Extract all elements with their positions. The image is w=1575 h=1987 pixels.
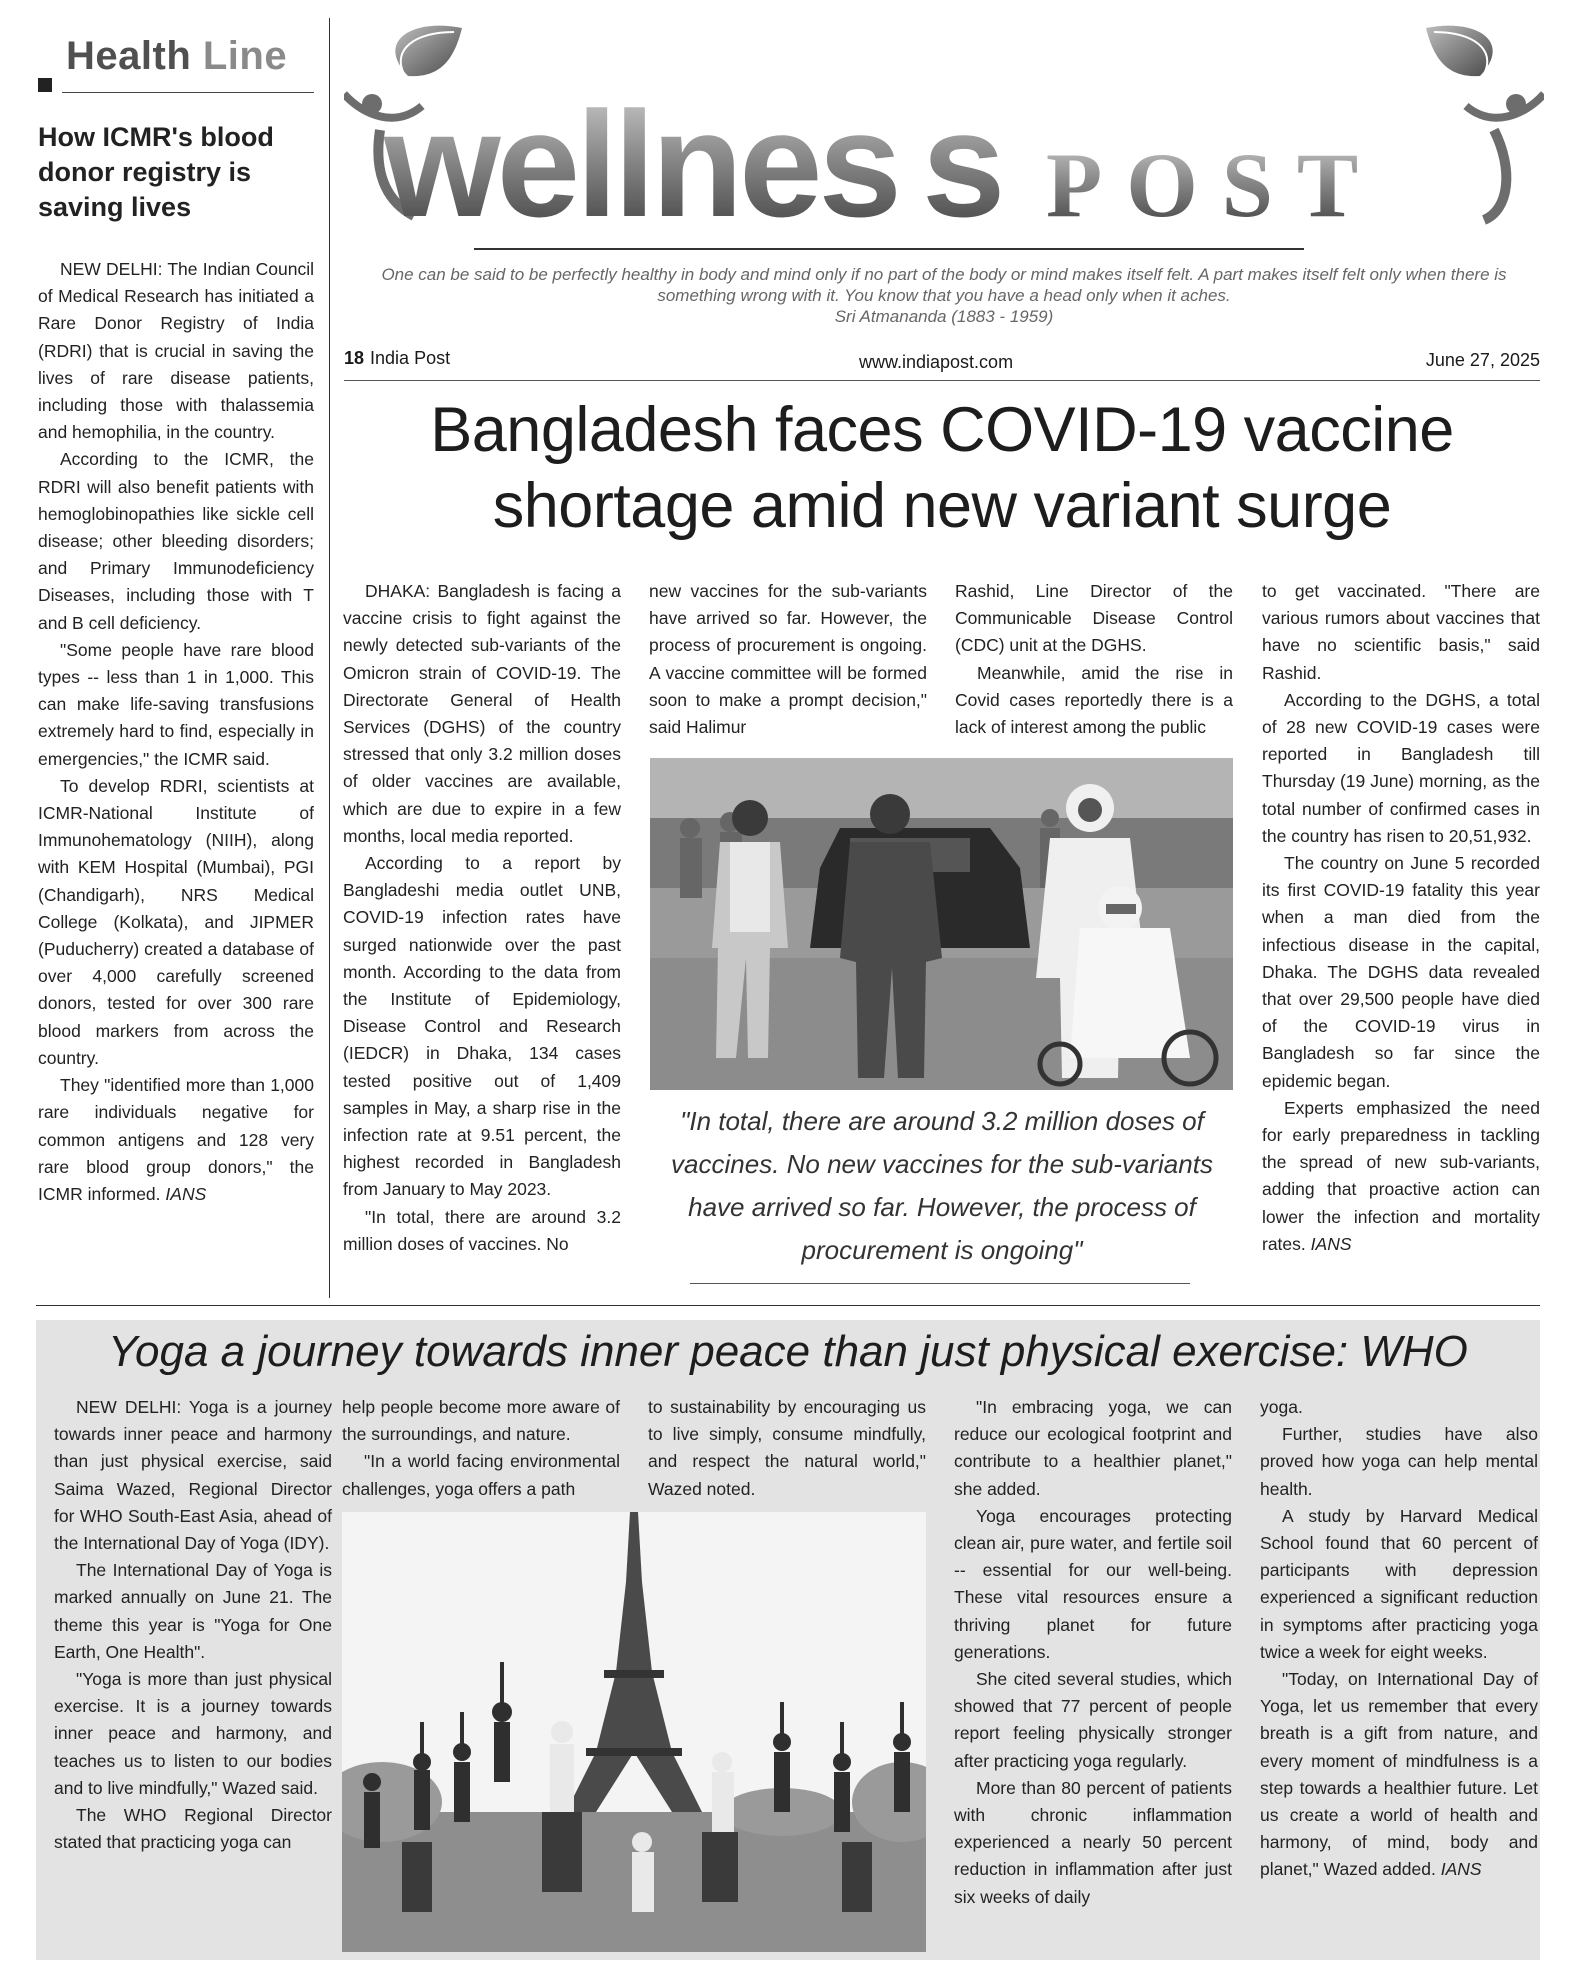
section-title-line: Line (202, 34, 288, 78)
article-paragraph: "In a world facing environmental challenges, yoga offers a path (342, 1451, 620, 1499)
masthead-quote-text: One can be said to be perfectly healthy in body and mind only if no part of the body or mind makes itself felt. A part makes itself felt only when there is something wrong with it. You know that you have a head only when it aches. (381, 265, 1507, 305)
yoga-article (36, 1320, 1540, 1960)
section-divider (36, 1305, 1540, 1306)
right-leaf-icon (1426, 26, 1544, 220)
pull-quote: "In total, there are around 3.2 million doses of vaccines. No new vaccines for the sub-variants have arrived so far. However, the process of procurement is ongoing" (671, 1106, 1213, 1265)
article-paragraph-text: Experts emphasized the need for early preparedness in tackling the spread of new sub-variants, adding that proactive action can lower the infection and mortality rates. (1262, 1097, 1540, 1254)
sidebar-paragraph: "Some people have rare blood types -- less than 1 in 1,000. This can make life-saving transfusions extremely hard to find, especially in emergencies," the ICMR said. (38, 639, 314, 769)
article-paragraph: The International Day of Yoga is marked annually on June 21. The theme this year is "Yoga for One Earth, One Health". (54, 1560, 332, 1662)
article-paragraph: NEW DELHI: Yoga is a journey towards inner peace and harmony than just physical exercise, said Saima Wazed, Regional Director for WHO South-East Asia, ahead of the International Day of Yoga (IDY). (54, 1397, 332, 1554)
yoga-credit: IANS (1440, 1859, 1482, 1880)
yoga-column-4 (954, 1394, 1232, 1911)
article-paragraph: DHAKA: Bangladesh is facing a vaccine crisis to fight against the newly detected sub-variants of the Omicron strain of COVID-19. The Directorate General of Health Services (DGHS) of the country stressed that only 3.2 million doses of older vaccines are available, which are due to expire in a few months, local media reported. (343, 581, 621, 846)
covid-ppe-photo (650, 758, 1233, 1090)
pull-quote-rule (690, 1283, 1190, 1284)
page-info (344, 348, 450, 369)
article-paragraph: She cited several studies, which showed that 77 percent of people report feeling physically stronger after practicing yoga regularly. (954, 1669, 1232, 1771)
article-paragraph: Rashid, Line Director of the Communicable Disease Control (CDC) unit at the DGHS. (955, 581, 1233, 656)
article-paragraph: According to the DGHS, a total of 28 new COVID-19 cases were reported in Bangladesh till Thursday (19 June) morning, as the total number of confirmed cases in the country has risen to 20,51,932. (1262, 689, 1540, 846)
masthead-quote-author: Sri Atmananda (1883 - 1959) (834, 307, 1054, 326)
column-divider (329, 18, 330, 1298)
issue-date: June 27, 2025 (1425, 350, 1540, 370)
sidebar-paragraph: According to the ICMR, the RDRI will also benefit patients with hemoglobinopathies like sickle cell disease; other bleeding disorders; and Primary Immunodeficiency Diseases, including those with T and B cell deficiency. (38, 449, 314, 633)
article-paragraph (1262, 1095, 1540, 1258)
article-paragraph: "In embracing yoga, we can reduce our ecological footprint and contribute to a healthier planet," she added. (954, 1397, 1232, 1499)
yoga-column-2 (342, 1394, 620, 1503)
website-url: www.indiapost.com (859, 352, 1014, 372)
article-paragraph: new vaccines for the sub-variants have arrived so far. However, the process of procurement is ongoing. A vaccine committee will be formed soon to make a prompt decision," said Halimur (649, 581, 927, 738)
section-title (66, 34, 287, 79)
article-paragraph: More than 80 percent of patients with chronic inflammation experienced a nearly 50 percent reduction in inflammation after just six weeks of daily (954, 1777, 1232, 1907)
article-paragraph: The country on June 5 recorded its first COVID-19 fatality this year when a man died from the infectious disease in the capital, Dhaka. The DGHS data revealed that over 29,500 people have died of the COVID-19 virus in Bangladesh so far since the epidemic began. (1262, 853, 1540, 1091)
masthead-quote (344, 264, 1544, 327)
sidebar-credit: IANS (165, 1183, 207, 1204)
article-paragraph: Yoga encourages protecting clean air, pure water, and fertile soil -- essential for our well-being. These vital resources ensure a thriving planet for future generations. (954, 1505, 1232, 1662)
sidebar-paragraph: NEW DELHI: The Indian Council of Medical Research has initiated a Rare Donor Registry of India (RDRI) that is crucial in saving the lives of rare disease patients, including those with thalassemia and hemophilia, in the country. (38, 259, 314, 443)
sidebar-paragraph-text: They "identified more than 1,000 rare individuals negative for common antigens and 128 very rare blood group donors," the ICMR informed. (38, 1075, 314, 1204)
article-paragraph: "Yoga is more than just physical exercise. It is a journey towards inner peace and harmony, and teaches us to listen to our bodies and to live mindfully," Wazed said. (54, 1669, 332, 1798)
page-number: 18 (344, 348, 365, 368)
section-title-health: Health (66, 34, 192, 78)
article-paragraph: "In total, there are around 3.2 million doses of vaccines. No (343, 1206, 621, 1254)
article-paragraph: help people become more aware of the surroundings, and nature. (342, 1397, 620, 1445)
article-paragraph (1260, 1666, 1538, 1884)
article-paragraph: A study by Harvard Medical School found that 60 percent of participants with depression experienced a significant reduction in symptoms after practicing yoga twice a week for eight weeks. (1260, 1505, 1538, 1662)
logo-underline (474, 248, 1304, 250)
dateline-rule (344, 380, 1540, 381)
section-rule (62, 92, 314, 93)
article-paragraph-text: "Today, on International Day of Yoga, let us remember that every breath is a gift from nature, and every moment of mindfulness is a step towards a healthier future. Let us create a world of health and harmony, of mind, body and planet," Wazed added. (1260, 1669, 1538, 1880)
article-paragraph: yoga. (1260, 1397, 1303, 1417)
logo-wellness-text: wellnes (384, 80, 898, 248)
yoga-column-3 (648, 1394, 926, 1503)
publication-name: India Post (370, 348, 451, 368)
article-paragraph: to get vaccinated. "There are various rumors about vaccines that have no scientific basis," said Rashid. (1262, 581, 1540, 683)
article-paragraph: Further, studies have also proved how yoga can help mental health. (1260, 1424, 1538, 1499)
article-paragraph: to sustainability by encouraging us to live simply, consume mindfully, and respect the natural world," Wazed noted. (648, 1397, 926, 1499)
sidebar-headline: How ICMR's blood donor registry is saving lives (38, 122, 274, 222)
main-article-column-4 (1262, 578, 1540, 1258)
logo-s-text: s (922, 80, 1002, 248)
square-bullet-icon (38, 78, 52, 92)
sidebar-paragraph (38, 1072, 314, 1208)
article-paragraph: According to a report by Bangladeshi media outlet UNB, COVID-19 infection rates have surged nationwide over the past month. According to the data from the Institute of Epidemiology, Disease Control and Research (IEDCR) in Dhaka, 134 cases tested positive out of 1,409 samples in May, a sharp rise in the infection rate at 9.51 percent, the highest recorded in Bangladesh from January to May 2023. (343, 853, 621, 1200)
logo-post-text: POST (1046, 134, 1383, 236)
yoga-column-5 (1260, 1394, 1538, 1884)
masthead (344, 20, 1544, 360)
main-article-column-1 (343, 578, 621, 1258)
main-headline-line-2: shortage amid new variant surge (492, 471, 1392, 541)
dateline (344, 346, 1540, 386)
wellness-post-logo (344, 20, 1544, 250)
main-article-column-2 (649, 578, 927, 741)
health-line-banner (36, 34, 314, 98)
main-headline-line-1: Bangladesh faces COVID-19 vaccine (430, 395, 1454, 465)
sidebar-body (38, 256, 314, 1208)
yoga-column-1 (54, 1394, 332, 1856)
main-headline (344, 392, 1540, 544)
article-credit: IANS (1310, 1233, 1352, 1254)
health-line-sidebar (36, 30, 314, 1292)
yoga-eiffel-photo (342, 1512, 926, 1952)
article-paragraph: Meanwhile, amid the rise in Covid cases reportedly there is a lack of interest among the public (955, 662, 1233, 738)
main-article-column-3 (955, 578, 1233, 741)
yoga-headline: Yoga a journey towards inner peace than just physical exercise: WHO (108, 1327, 1468, 1376)
sidebar-paragraph: To develop RDRI, scientists at ICMR-National Institute of Immunohematology (NIIH), along with KEM Hospital (Mumbai), PGI (Chandigarh), NRS Medical College (Kolkata), and JIPMER (Puducherry) created a database of over 4,000 carefully screened donors, tested for over 300 rare blood markers from across the country. (38, 775, 314, 1068)
article-paragraph: The WHO Regional Director stated that practicing yoga can (54, 1805, 332, 1853)
